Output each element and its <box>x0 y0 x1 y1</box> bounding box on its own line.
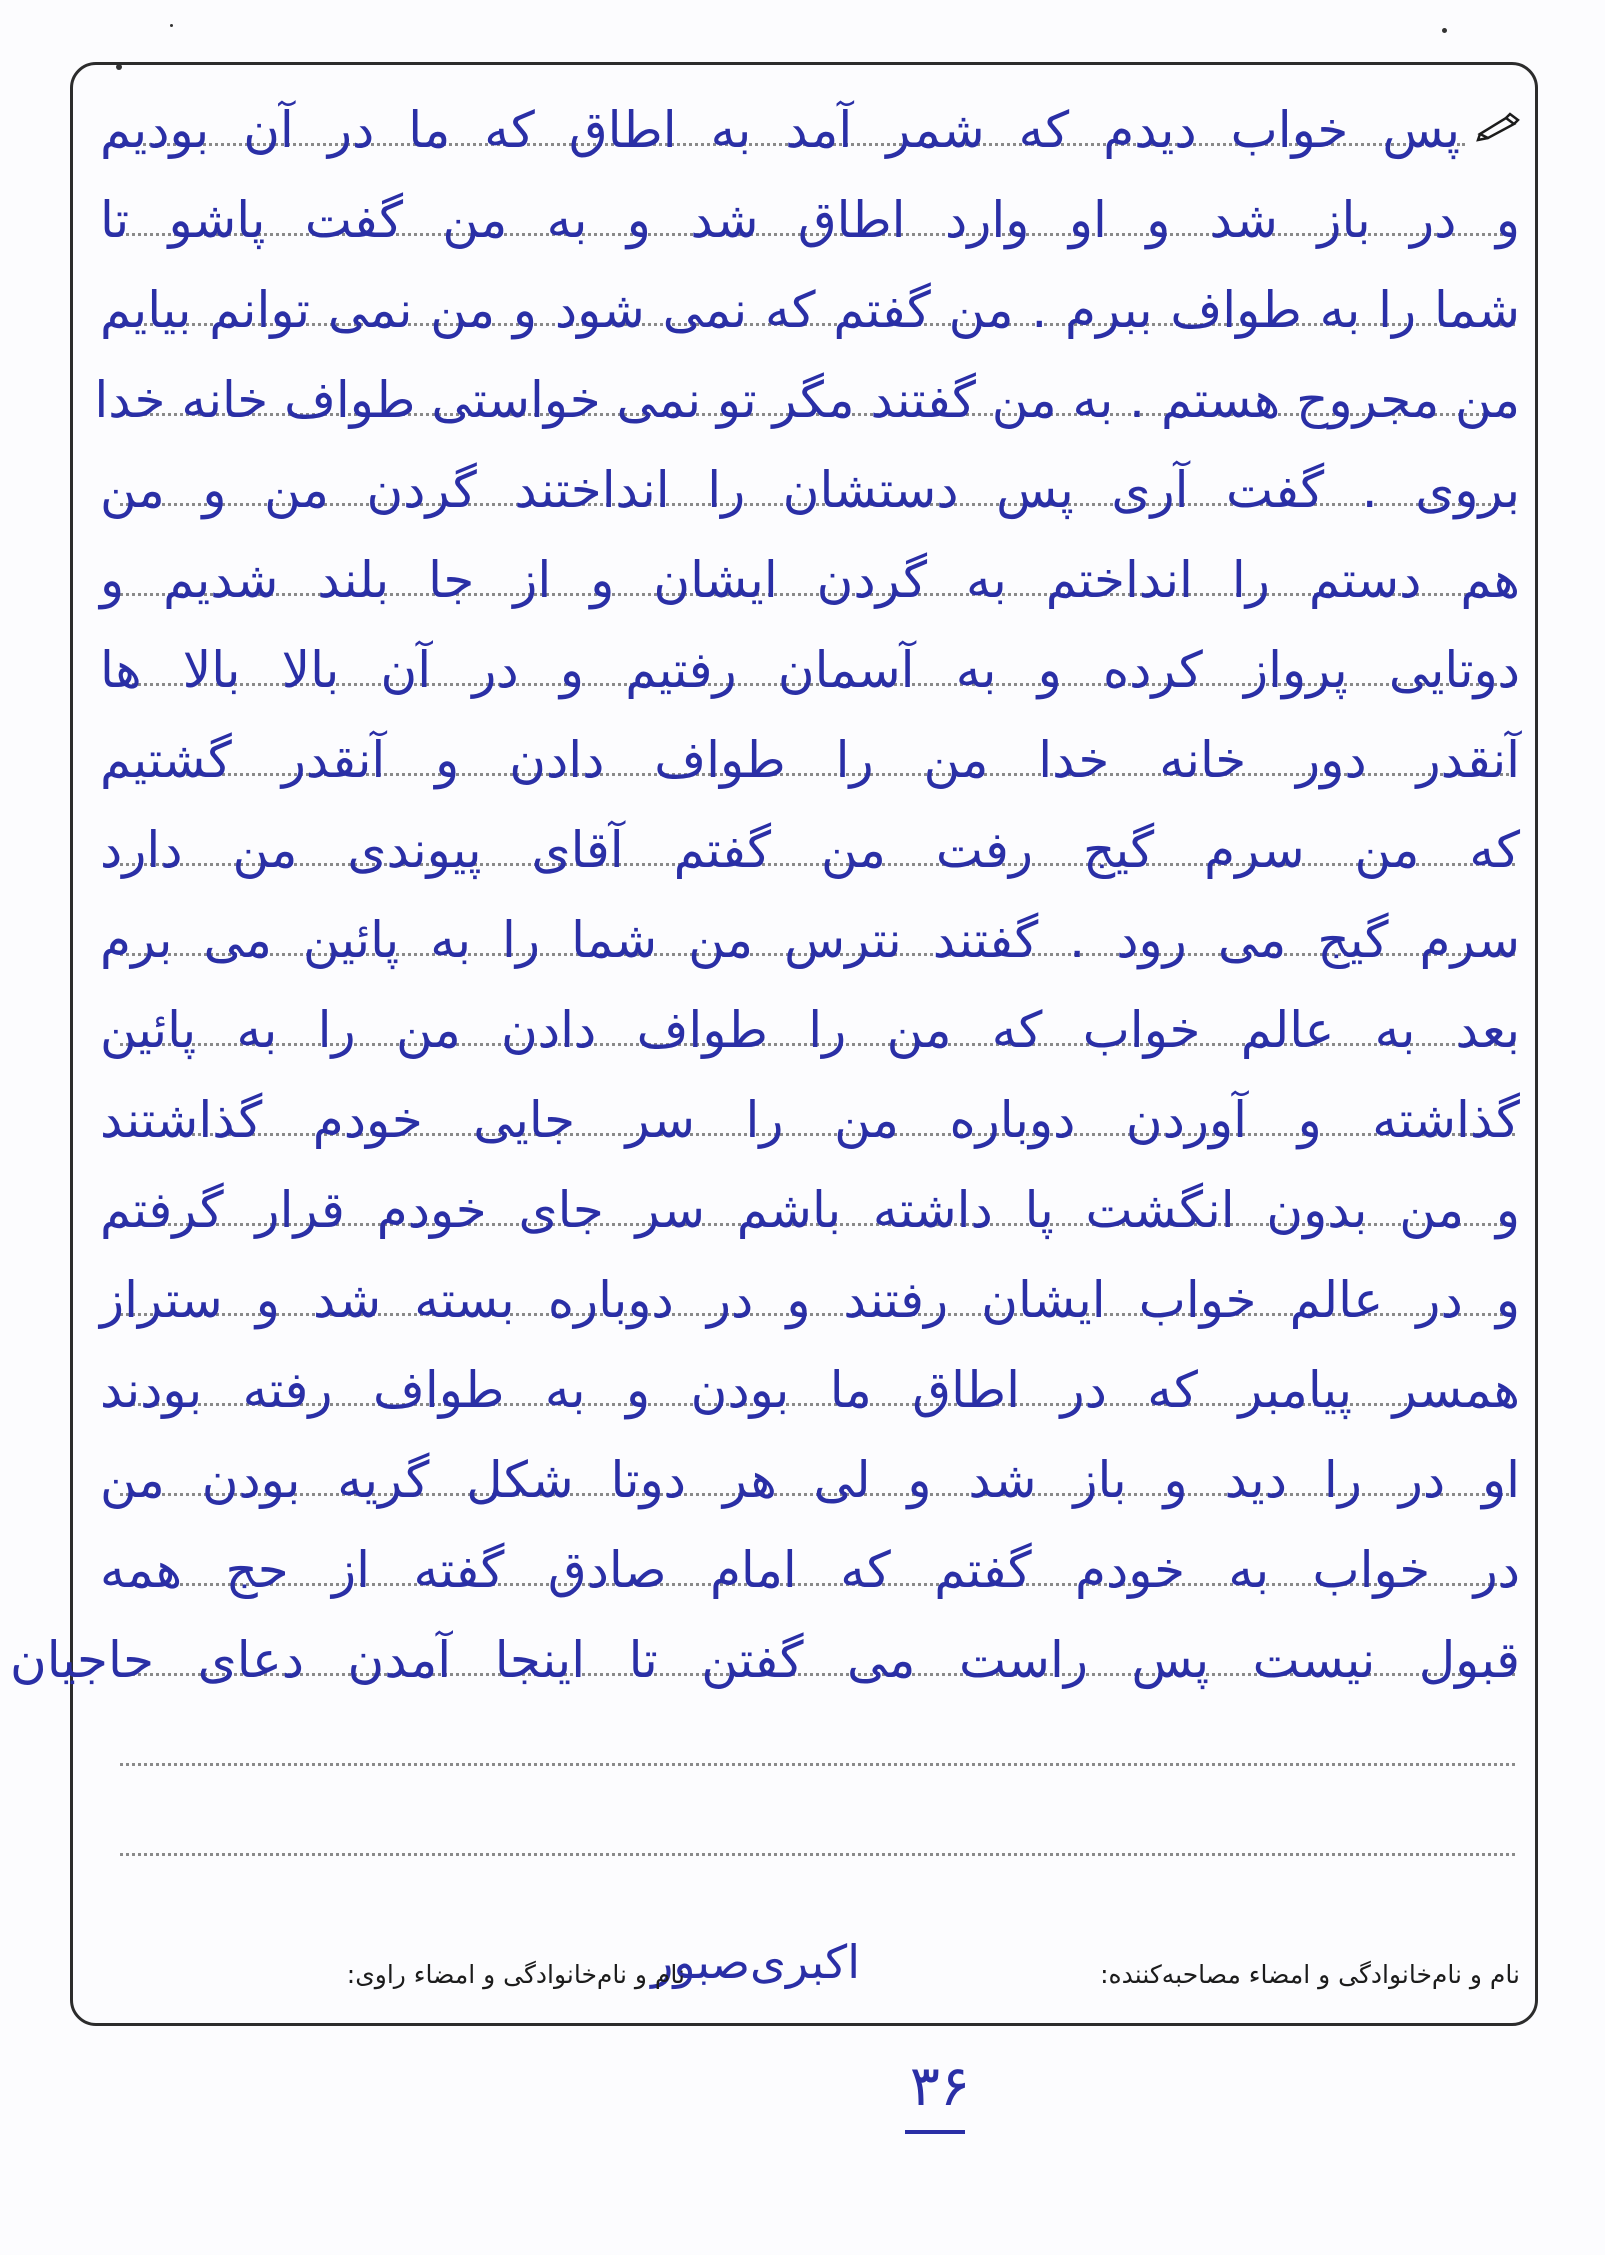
handwritten-line: در خواب به خودم گفتم که امام صادق گفته از حج همه <box>100 1541 1520 1599</box>
pencil-icon <box>1476 110 1520 142</box>
handwritten-line: که من سرم گیج رفت من گفتم آقای پیوندی من دارد <box>100 821 1520 879</box>
handwritten-line: گذاشته و آوردن دوباره من را سر جایی خودم گذاشتند <box>100 1091 1520 1149</box>
narrator-label: نام و نام‌خانوادگی و امضاء راوی: <box>346 1960 685 1989</box>
handwritten-line: و من بدون انگشت پا داشته باشم سر جای خودم قرار گرفتم <box>100 1181 1520 1239</box>
handwritten-line: هم دستم را انداختم به گردن ایشان و از جا بلند شدیم و <box>100 551 1520 609</box>
handwritten-line: و در باز شد و او وارد اطاق شد و به من گفت پاشو تا <box>100 191 1520 249</box>
page-number-underline <box>905 2130 965 2134</box>
handwritten-line: پس خواب دیدم که شمر آمد به اطاق که ما در آن بودیم <box>100 101 1460 159</box>
handwritten-line: دوتایی پرواز کرده و به آسمان رفتیم و در آن بالا بالا ها <box>100 641 1520 699</box>
handwritten-line: آنقدر دور خانه خدا من را طواف دادن و آنقدر گشتیم <box>100 731 1520 789</box>
handwritten-line: و در عالم خواب ایشان رفتند و در دوباره بسته شد و ستراز <box>100 1271 1520 1329</box>
scan-speck <box>1442 28 1447 33</box>
handwritten-line: بعد به عالم خواب که من را طواف دادن من را به پائین <box>100 1001 1520 1059</box>
ruled-line <box>120 1853 1515 1856</box>
interviewer-signature: اکبری‌صبور <box>651 1935 860 1989</box>
interviewer-label: نام و نام‌خانوادگی و امضاء مصاحبه‌کننده: <box>1100 1960 1520 1989</box>
handwritten-line: سرم گیج می رود . گفتند نترس من شما را به پائین می برم <box>100 911 1520 969</box>
page-number: ۳۶ <box>909 2054 971 2119</box>
handwritten-line: من مجروح هستم . به من گفتند مگر تو نمی خواستی طواف خانه خدا <box>94 371 1520 429</box>
signature-footer <box>100 1935 1520 2000</box>
scan-speck <box>170 24 173 27</box>
handwritten-line: همسر پیامبر که در اطاق ما بودن و به طواف رفته بودند <box>100 1361 1520 1419</box>
handwritten-line: بروی . گفت آری پس دستشان را انداختند گردن من و من <box>100 461 1520 519</box>
ruled-line <box>120 1763 1515 1766</box>
handwritten-line: شما را به طواف ببرم . من گفتم که نمی شود و من نمی توانم بیایم <box>100 281 1520 339</box>
handwritten-line: او در را دید و باز شد و لی هر دوتا شکل گریه بودن من <box>100 1451 1520 1509</box>
handwritten-line: قبول نیست پس راست می گفتن تا اینجا آمدن دعای حاجیان <box>10 1631 1520 1689</box>
